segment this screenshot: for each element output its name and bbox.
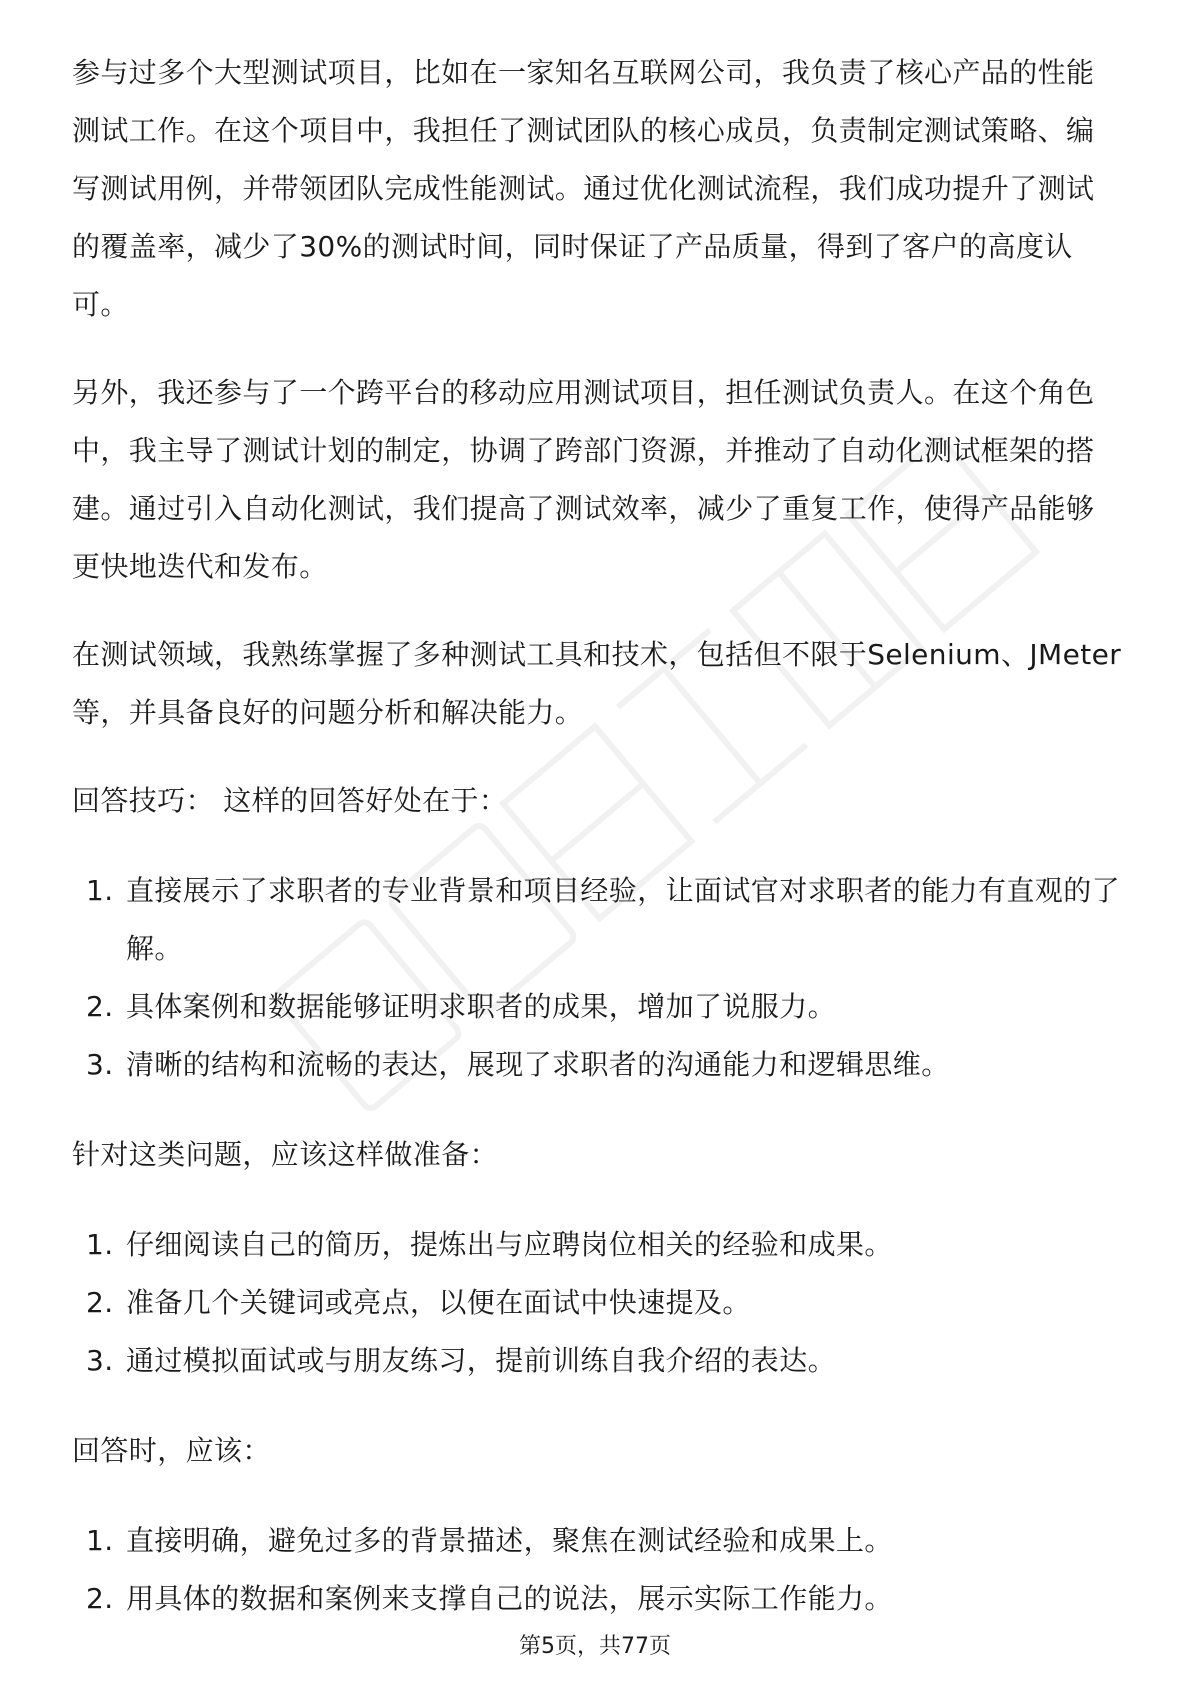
list-item — [72, 1216, 1122, 1274]
prep-list — [72, 1216, 1122, 1390]
list-item — [72, 1512, 1122, 1570]
prep-heading: 针对这类问题，应该这样做准备： — [72, 1138, 499, 1171]
page-number-footer: 第5页，共77页 — [519, 1634, 671, 1659]
list-item-text: 仔细阅读自己的简历，提炼出与应聘岗位相关的经验和成果。 — [126, 1228, 893, 1261]
list-item — [72, 1570, 1122, 1628]
paragraph-tools: 在测试领域，我熟练掌握了多种测试工具和技术，包括但不限于Selenium、JMeter等，并具备良好的问题分析和解决能力。 — [72, 638, 1122, 729]
list-item-text: 通过模拟面试或与朋友练习，提前训练自我介绍的表达。 — [126, 1344, 837, 1377]
paragraph-mobile-project: 另外，我还参与了一个跨平台的移动应用测试项目，担任测试负责人。在这个角色中，我主导了测试计划的制定，协调了跨部门资源，并推动了自动化测试框架的搭建。通过引入自动化测试，我们提高了测试效率，减少了重复工作，使得产品能够更快地迭代和发布。 — [72, 376, 1095, 583]
list-item-text: 直接明确，避免过多的背景描述，聚焦在测试经验和成果上。 — [126, 1524, 893, 1557]
list-item — [72, 862, 1122, 978]
list-number: 2. — [86, 990, 114, 1023]
list-number: 1. — [86, 1228, 114, 1261]
list-item — [72, 1274, 1122, 1332]
list-number: 3. — [86, 1344, 114, 1377]
list-number: 2. — [86, 1286, 114, 1319]
paragraph-experience: 参与过多个大型测试项目，比如在一家知名互联网公司，我负责了核心产品的性能测试工作。在这个项目中，我担任了测试团队的核心成员，负责制定测试策略、编写测试用例，并带领团队完成性能测试。通过优化测试流程，我们成功提升了测试的覆盖率，减少了30%的测试时间，同时保证了产品质量，得到了客户的高度认可。 — [72, 56, 1095, 321]
list-item — [72, 1036, 1122, 1094]
list-item-text: 用具体的数据和案例来支撑自己的说法，展示实际工作能力。 — [126, 1582, 893, 1615]
list-number: 1. — [86, 1524, 114, 1557]
list-item-text: 直接展示了求职者的专业背景和项目经验，让面试官对求职者的能力有直观的了解。 — [126, 874, 1121, 965]
document-body — [72, 44, 1122, 1628]
list-item-text: 准备几个关键词或亮点，以便在面试中快速提及。 — [126, 1286, 751, 1319]
answer-heading: 回答时，应该： — [72, 1434, 271, 1467]
tips-heading: 回答技巧： 这样的回答好处在于： — [72, 784, 508, 817]
list-item — [72, 978, 1122, 1036]
list-number: 1. — [86, 874, 114, 907]
list-item — [72, 1332, 1122, 1390]
answer-list — [72, 1512, 1122, 1628]
list-number: 2. — [86, 1582, 114, 1615]
list-item-text: 清晰的结构和流畅的表达，展现了求职者的沟通能力和逻辑思维。 — [126, 1048, 950, 1081]
list-item-text: 具体案例和数据能够证明求职者的成果，增加了说服力。 — [126, 990, 837, 1023]
list-number: 3. — [86, 1048, 114, 1081]
tips-list — [72, 862, 1122, 1094]
